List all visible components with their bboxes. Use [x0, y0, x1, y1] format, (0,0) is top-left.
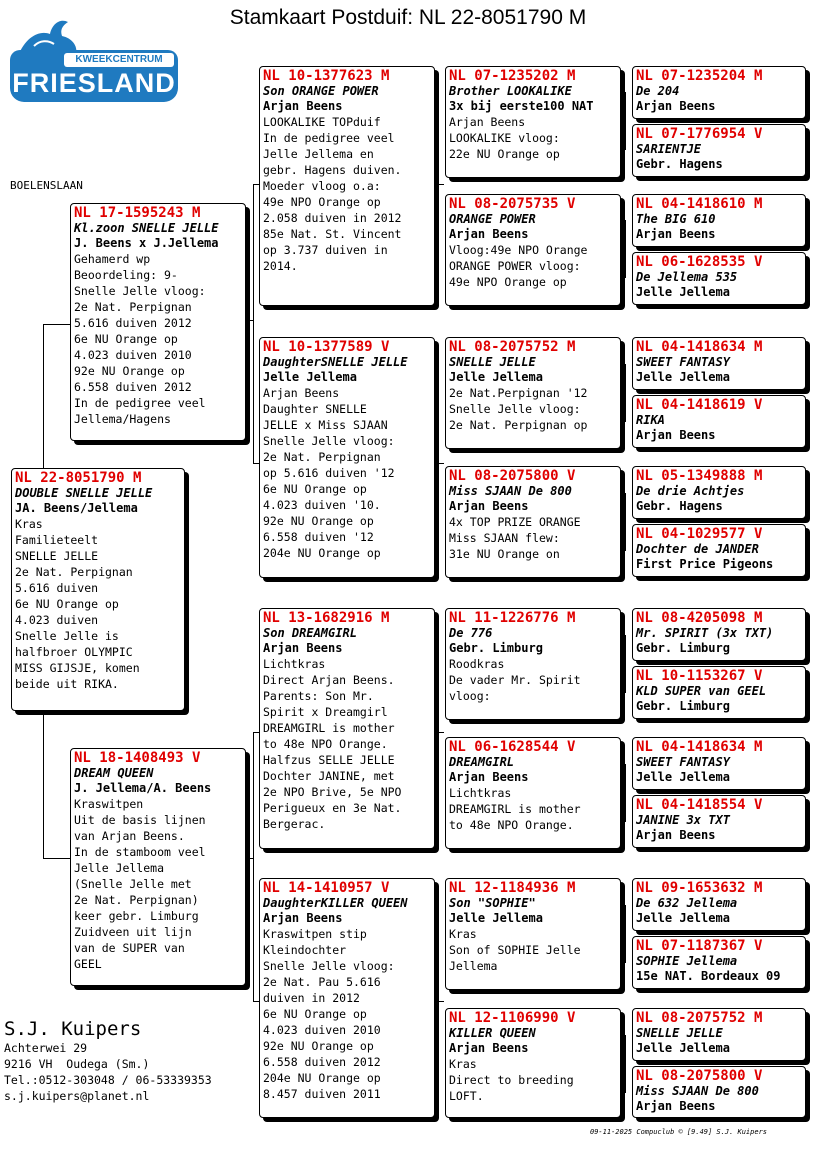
breeder-info: [4, 1018, 212, 1104]
pigeon-owner: J. Jellema/A. Beens: [74, 781, 212, 795]
pigeon-card-fff[interactable]: [445, 66, 621, 178]
ring-number: NL 08-2075800 V: [636, 1068, 763, 1084]
pigeon-owner: Gebr. Limburg: [636, 641, 730, 655]
connector-line: [436, 184, 444, 185]
pigeon-card-mother[interactable]: [70, 748, 246, 986]
pigeon-owner: Jelle Jellema: [636, 1041, 730, 1055]
ring-number: NL 07-1235204 M: [636, 68, 763, 84]
pigeon-name: SNELLE JELLE: [449, 355, 536, 369]
pigeon-owner: Arjan Beens: [263, 911, 343, 925]
pigeon-name: Son DREAMGIRL: [263, 626, 357, 640]
pigeon-owner: Arjan Beens: [636, 1099, 716, 1113]
ring-number: NL 10-1377589 V: [263, 339, 390, 355]
pigeon-info: Lichtkras DREAMGIRL is mother to 48e NPO Orange.: [449, 786, 581, 832]
connector-line: [625, 493, 626, 551]
pigeon-name: De Jellema 535: [636, 270, 738, 284]
ring-number: NL 04-1418554 V: [636, 797, 763, 813]
ring-number: NL 17-1595243 M: [74, 205, 201, 221]
pigeon-card-mm[interactable]: [259, 878, 435, 1118]
ring-number: NL 08-2075800 V: [449, 468, 576, 484]
pigeon-card-g16[interactable]: [632, 1066, 806, 1118]
pigeon-name: Son "SOPHIE": [449, 896, 536, 910]
ring-number: NL 10-1377623 M: [263, 68, 390, 84]
connector-line: [436, 732, 444, 733]
connector-line: [436, 932, 437, 1060]
pigeon-info: Gehamerd wp Beoordeling: 9- Snelle Jelle vloog: 2e Nat. Perpignan 5.616 duiven 2012 6e NU Orange op 4.023 duiven 2010 92e NU Orange op 6.558 duiven 2012 In de pedigree veel Jellema/Hagens: [74, 252, 206, 426]
pigeon-info: Kras Familieteelt SNELLE JELLE 2e Nat. Perpignan 5.616 duiven 6e NU Orange op 4.023 duiven Snelle Jelle is halfbroer OLYMPIC MISS GIJSJE, komen beide uit RIKA.: [15, 517, 140, 691]
pigeon-owner: Jelle Jellema: [636, 285, 730, 299]
pigeon-owner: Arjan Beens: [449, 499, 529, 513]
ring-number: NL 06-1628535 V: [636, 254, 763, 270]
pigeon-name: KILLER QUEEN: [449, 1026, 536, 1040]
pigeon-card-fmm[interactable]: [445, 466, 621, 578]
pigeon-info: Kras Direct to breeding LOFT.: [449, 1057, 574, 1103]
ring-number: NL 07-1235202 M: [449, 68, 576, 84]
ring-number: NL 12-1106990 V: [449, 1010, 576, 1026]
pigeon-card-g7[interactable]: [632, 466, 806, 519]
pigeon-owner: Gebr. Hagens: [636, 157, 723, 171]
pigeon-info: 2e Nat.Perpignan '12 Snelle Jelle vloog: 2e Nat. Perpignan op: [449, 386, 588, 432]
pigeon-name: SWEET FANTASY: [636, 755, 730, 769]
pigeon-name: DREAM QUEEN: [74, 766, 154, 780]
pigeon-name: JANINE 3x TXT: [636, 813, 730, 827]
pigeon-owner: JA. Beens/Jellema: [15, 501, 138, 515]
pigeon-owner: 15e NAT. Bordeaux 09: [636, 969, 781, 983]
ring-number: NL 04-1029577 V: [636, 526, 763, 542]
connector-line: [625, 92, 626, 150]
connector-line: [625, 764, 626, 822]
connector-line: [625, 220, 626, 278]
ring-number: NL 05-1349888 M: [636, 468, 763, 484]
ring-number: NL 04-1418610 M: [636, 196, 763, 212]
pigeon-card-mff[interactable]: [445, 608, 621, 720]
pigeon-card-mmf[interactable]: [445, 878, 621, 990]
pigeon-name: De 776: [449, 626, 493, 640]
pigeon-name: The BIG 610: [636, 212, 716, 226]
connector-line: [436, 120, 437, 250]
pigeon-name: DaughterKILLER QUEEN: [263, 896, 408, 910]
pigeon-name: Brother LOOKALIKE: [449, 84, 572, 98]
pigeon-owner: Gebr. Limburg: [449, 641, 543, 655]
pigeon-owner: Arjan Beens: [636, 428, 716, 442]
connector-line: [625, 1035, 626, 1093]
ring-number: NL 18-1408493 V: [74, 750, 201, 766]
pigeon-owner: Arjan Beens: [449, 770, 529, 784]
connector-line: [625, 364, 626, 422]
breeder-name: S.J. Kuipers: [4, 1018, 142, 1040]
pigeon-card-g10[interactable]: [632, 666, 806, 719]
pigeon-owner: Arjan Beens: [636, 99, 716, 113]
pigeon-name: ORANGE POWER: [449, 212, 536, 226]
ring-number: NL 07-1776954 V: [636, 126, 763, 142]
pigeon-name: Son ORANGE POWER: [263, 84, 379, 98]
pigeon-card-g2[interactable]: [632, 124, 806, 177]
connector-line: [43, 858, 71, 859]
ring-number: NL 04-1418634 M: [636, 339, 763, 355]
connector-line: [436, 662, 437, 790]
connector-line: [625, 635, 626, 693]
connector-line: [43, 324, 71, 325]
logo: [10, 16, 178, 102]
pigeon-card-g14[interactable]: [632, 936, 806, 989]
pigeon-card-g3[interactable]: [632, 194, 806, 247]
pigeon-info: Roodkras De vader Mr. Spirit vloog:: [449, 657, 581, 703]
pigeon-card-g1[interactable]: [632, 66, 806, 119]
pigeon-name: Kl.zoon SNELLE JELLE: [74, 221, 219, 235]
pigeon-info: Kraswitpen stip Kleindochter Snelle Jelle vloog: 2e Nat. Pau 5.616 duiven in 2012 6e NU Orange op 4.023 duiven 2010 92e NU Orange op 6.558 duiven 2012 204e NU Orange op 8.457 duiven 2011: [263, 927, 395, 1101]
pigeon-owner: Jelle Jellema: [636, 770, 730, 784]
pigeon-name: SWEET FANTASY: [636, 355, 730, 369]
connector-line: [625, 905, 626, 963]
ring-number: NL 08-2075735 V: [449, 196, 576, 212]
pigeon-owner: Arjan Beens: [636, 227, 716, 241]
pigeon-card-fm[interactable]: [259, 337, 435, 578]
pigeon-card-g8[interactable]: [632, 524, 806, 577]
pigeon-owner: Arjan Beens: [636, 828, 716, 842]
pigeon-owner: Gebr. Hagens: [636, 499, 723, 513]
ring-number: NL 11-1226776 M: [449, 610, 576, 626]
pigeon-name: SNELLE JELLE: [636, 1026, 723, 1040]
pigeon-info: LOOKALIKE TOPduif In de pedigree veel Jelle Jellema en gebr. Hagens duiven. Moeder vloog o.a: 49e NPO Orange op 2.058 duiven in 2012 85e Nat. St. Vincent op 3.737 duiven in 2014.: [263, 115, 402, 273]
ring-number: NL 22-8051790 M: [15, 470, 142, 486]
pigeon-card-subject[interactable]: [11, 468, 185, 711]
pigeon-name: Mr. SPIRIT (3x TXT): [636, 626, 774, 640]
page-title: Stamkaart Postduif: NL 22-8051790 M: [229, 6, 587, 29]
pigeon-info: Arjan Beens LOOKALIKE vloog: 22e NU Orange op: [449, 115, 560, 161]
ring-number: NL 13-1682916 M: [263, 610, 390, 626]
pigeon-card-ffm[interactable]: [445, 194, 621, 306]
ring-number: NL 08-2075752 M: [449, 339, 576, 355]
pigeon-owner: Jelle Jellema: [263, 370, 357, 384]
pigeon-owner: Arjan Beens: [449, 227, 529, 241]
pigeon-info: Kras Son of SOPHIE Jelle Jellema: [449, 927, 581, 973]
connector-line: [43, 324, 44, 468]
connector-line: [246, 320, 253, 321]
pigeon-name: DaughterSNELLE JELLE: [263, 355, 408, 369]
logo-top-text: KWEEKCENTRUM: [64, 53, 174, 67]
pigeon-card-g13[interactable]: [632, 878, 806, 931]
pigeon-card-g11[interactable]: [632, 737, 806, 790]
pigeon-name: Miss SJAAN De 800: [449, 484, 572, 498]
pigeon-owner: Jelle Jellema: [636, 370, 730, 384]
pigeon-card-g12[interactable]: [632, 795, 806, 848]
logo-main-text: FRIESLAND: [12, 68, 176, 98]
pigeon-owner: Arjan Beens: [263, 99, 343, 113]
ring-number: NL 07-1187367 V: [636, 938, 763, 954]
pigeon-info: 4x TOP PRIZE ORANGE Miss SJAAN flew: 31e NU Orange on: [449, 515, 581, 561]
pigeon-owner: Jelle Jellema: [636, 911, 730, 925]
pigeon-name: DREAMGIRL: [449, 755, 515, 769]
connector-line: [253, 184, 254, 464]
connector-line: [436, 392, 437, 524]
connector-line: [436, 1001, 444, 1002]
connector-line: [246, 858, 253, 859]
breeder-address: Achterwei 29 9216 VH Oudega (Sm.) Tel.:0512-303048 / 06-53339353 s.j.kuipers@planet.nl: [4, 1041, 212, 1103]
pigeon-name: SARIENTJE: [636, 142, 702, 156]
pigeon-owner: Jelle Jellema: [449, 911, 543, 925]
pigeon-info: Kraswitpen Uit de basis lijnen van Arjan Beens. In de stamboom veel Jelle Jellema (Snelle Jelle met 2e Nat. Perpignan) keer gebr. Limburg Zuidveen uit lijn van de SUPER van GEEL: [74, 797, 206, 971]
pigeon-owner: 3x bij eerste100 NAT: [449, 99, 594, 113]
pigeon-owner: Arjan Beens: [449, 1041, 529, 1055]
pigeon-card-father[interactable]: [70, 203, 246, 441]
pigeon-card-mfm[interactable]: [445, 737, 621, 849]
pigeon-owner: First Price Pigeons: [636, 557, 774, 571]
ring-number: NL 04-1418634 M: [636, 739, 763, 755]
pigeon-name: De drie Achtjes: [636, 484, 745, 498]
pigeon-owner: J. Beens x J.Jellema: [74, 236, 219, 250]
ring-number: NL 08-4205098 M: [636, 610, 763, 626]
pigeon-name: KLD SUPER van GEEL: [636, 684, 767, 698]
pigeon-name: SOPHIE Jellema: [636, 954, 738, 968]
ring-number: NL 14-1410957 V: [263, 880, 390, 896]
pigeon-name: RIKA: [636, 413, 665, 427]
pigeon-info: Arjan Beens Daughter SNELLE JELLE x Miss SJAAN Snelle Jelle vloog: 2e Nat. Perpignan op 5.616 duiven '12 6e NU Orange op 4.023 duiven '10. 92e NU Orange op 6.558 duiven '12 204e NU Orange op: [263, 386, 395, 560]
pigeon-card-ff[interactable]: [259, 66, 435, 306]
pigeon-card-g5[interactable]: [632, 337, 806, 390]
pigeon-info: Lichtkras Direct Arjan Beens. Parents: Son Mr. Spirit x Dreamgirl DREAMGIRL is mother to 48e NPO Orange. Halfzus SELLE JELLE Dochter JANINE, met 2e NPO Brive, 5e NPO Perigueux en 3e Nat. Bergerac.: [263, 657, 402, 831]
pigeon-info: Vloog:49e NPO Orange ORANGE POWER vloog: 49e NPO Orange op: [449, 243, 588, 289]
connector-line: [436, 463, 444, 464]
pigeon-card-g4[interactable]: [632, 252, 806, 305]
pigeon-owner: Jelle Jellema: [449, 370, 543, 384]
pigeon-name: Miss SJAAN De 800: [636, 1084, 759, 1098]
pigeon-card-g15[interactable]: [632, 1008, 806, 1061]
connector-line: [253, 732, 254, 1002]
ring-number: NL 12-1184936 M: [449, 880, 576, 896]
ring-number: NL 08-2075752 M: [636, 1010, 763, 1026]
pigeon-owner: Arjan Beens: [263, 641, 343, 655]
pigeon-name: Dochter de JANDER: [636, 542, 759, 556]
connector-line: [43, 711, 44, 859]
ring-number: NL 09-1653632 M: [636, 880, 763, 896]
pigeon-card-g6[interactable]: [632, 395, 806, 448]
loft-name: BOELENSLAAN: [10, 179, 83, 192]
ring-number: NL 10-1153267 V: [636, 668, 763, 684]
pigeon-card-fmf[interactable]: [445, 337, 621, 449]
pigeon-card-mmm[interactable]: [445, 1008, 621, 1118]
footer-credit: 09-11-2025 Compuclub © [9.49] S.J. Kuipers: [590, 1128, 768, 1136]
pigeon-owner: Gebr. Limburg: [636, 699, 730, 713]
ring-number: NL 06-1628544 V: [449, 739, 576, 755]
pigeon-name: DOUBLE SNELLE JELLE: [15, 486, 153, 500]
pigeon-card-g9[interactable]: [632, 608, 806, 661]
ring-number: NL 04-1418619 V: [636, 397, 763, 413]
pigeon-name: De 632 Jellema: [636, 896, 738, 910]
pigeon-card-mf[interactable]: [259, 608, 435, 849]
pigeon-name: De 204: [636, 84, 680, 98]
